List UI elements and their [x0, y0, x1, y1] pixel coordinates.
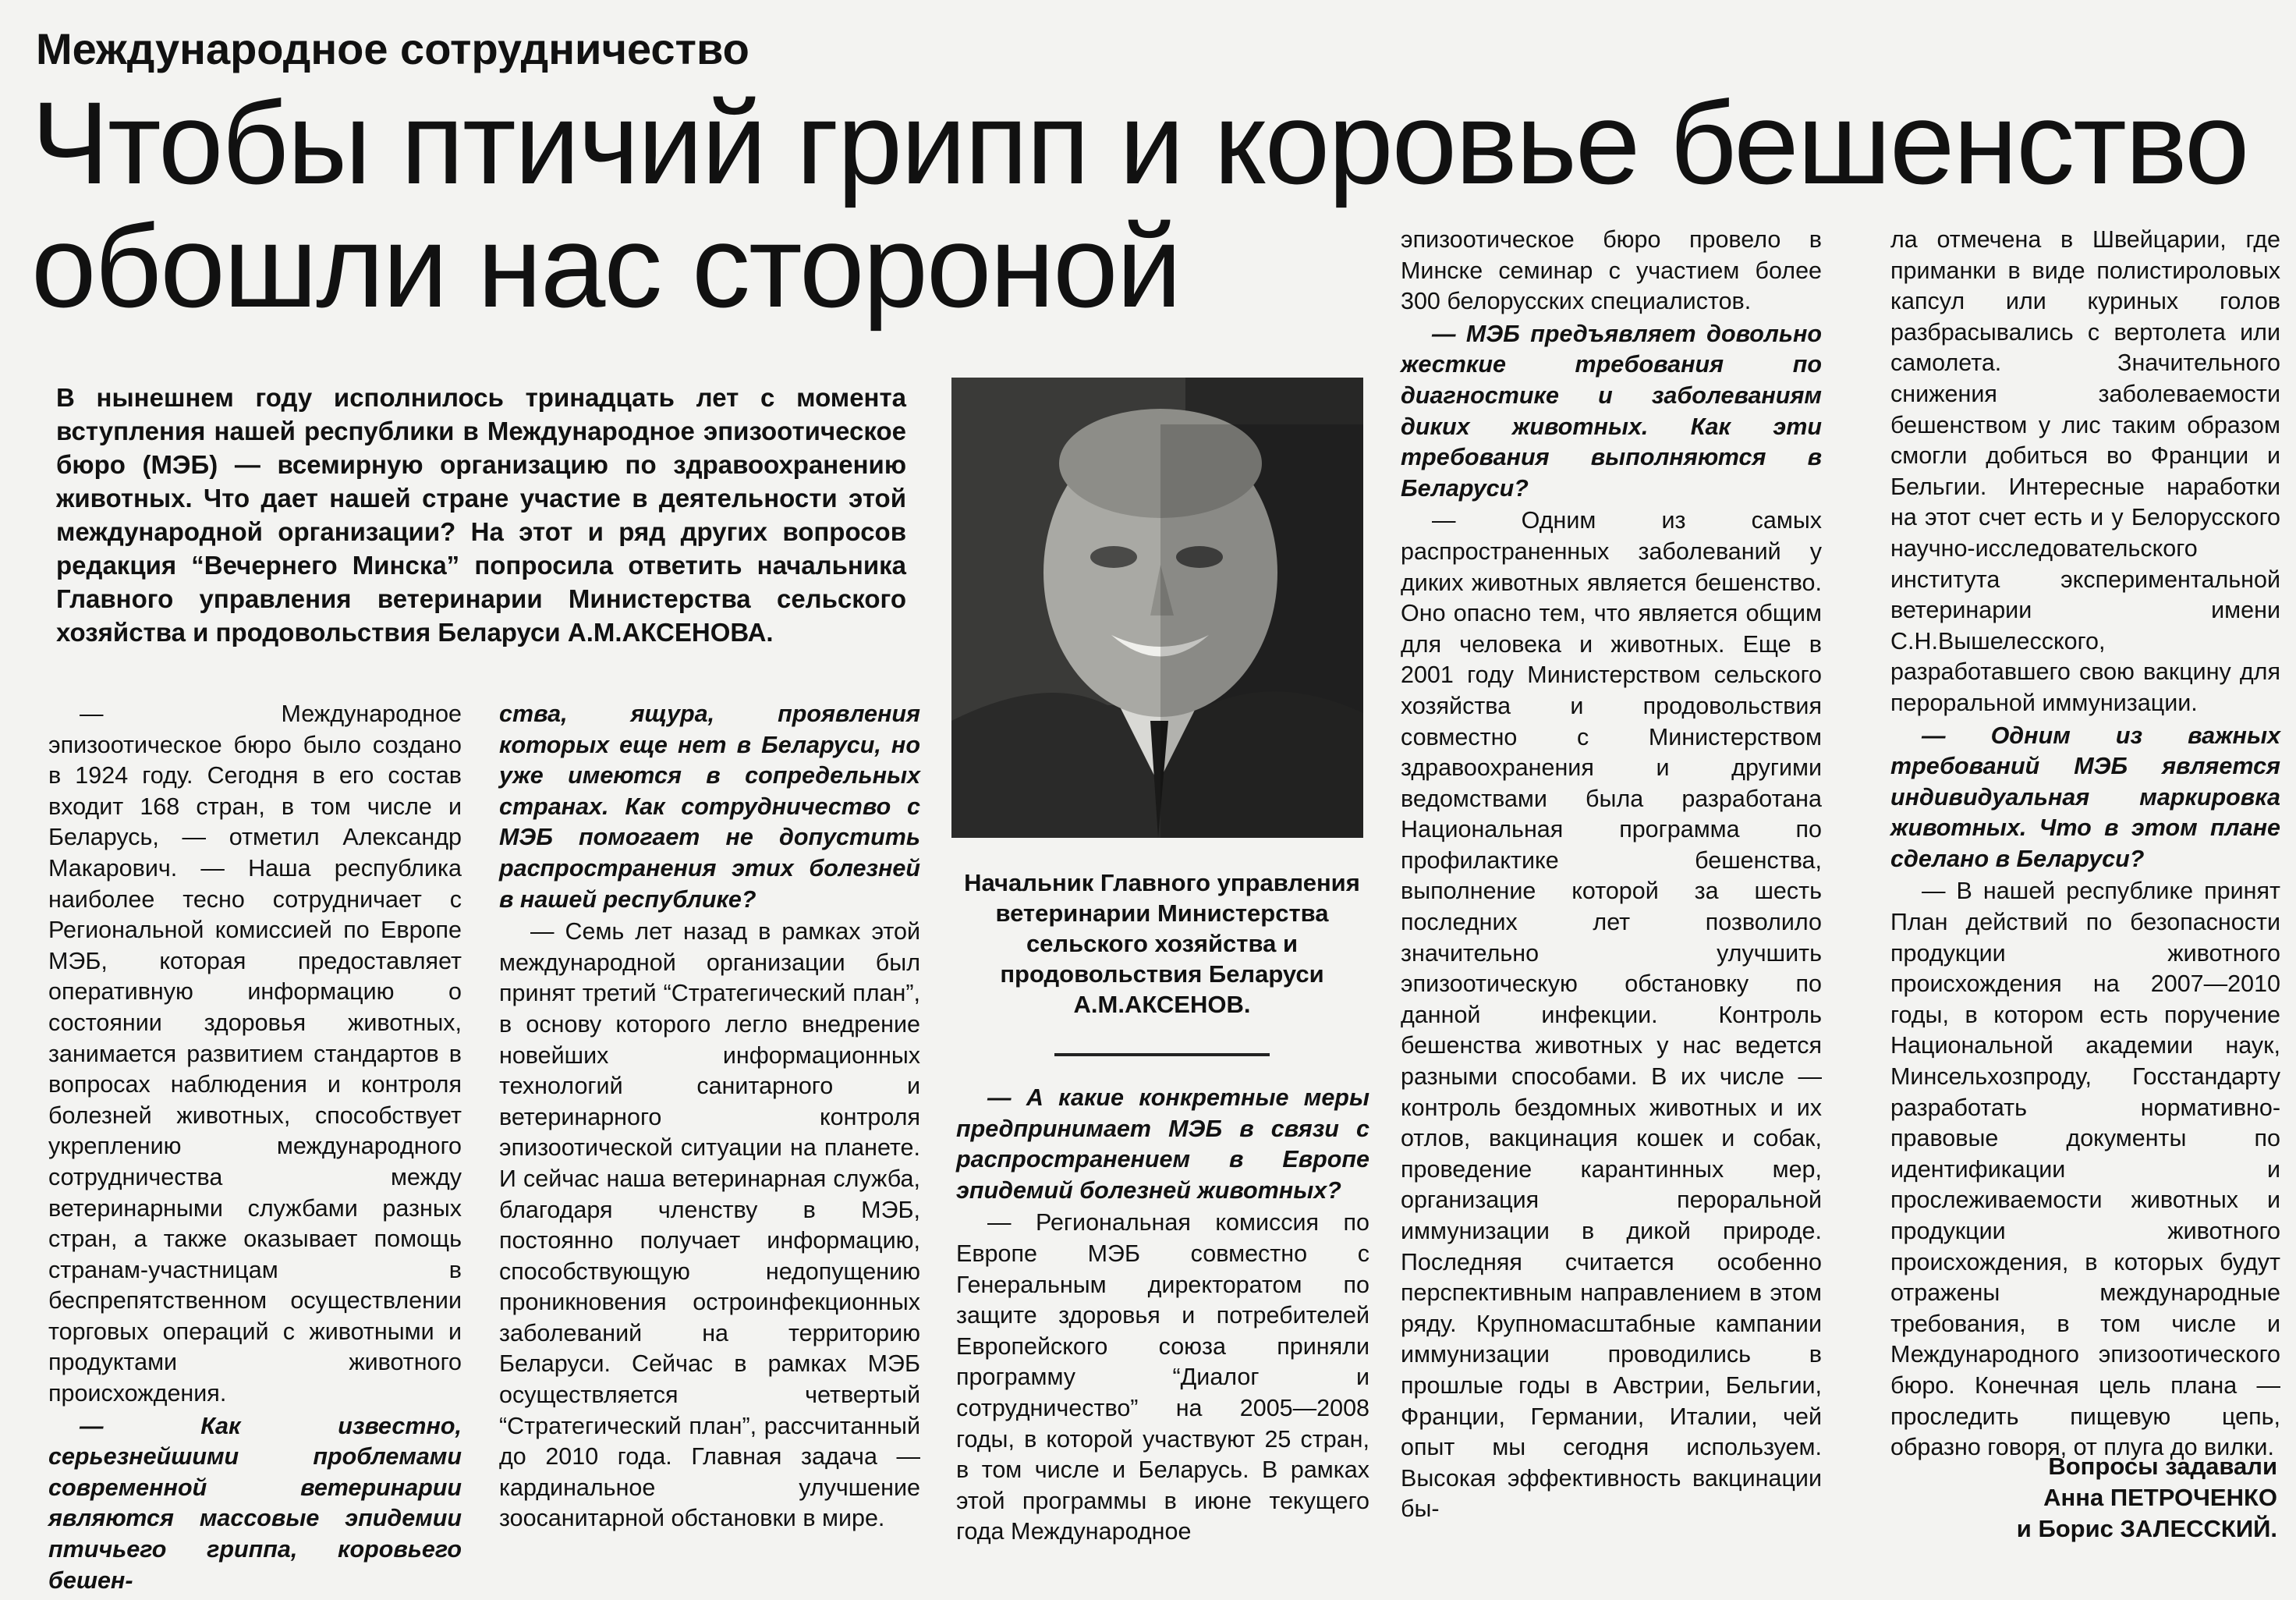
- question-paragraph: ства, ящура, проявления которых еще нет в Беларуси, но уже имеются в сопредельных странах. Как сотрудничество с МЭБ помогает не допустить распространения этих болезней в нашей республике?: [499, 701, 920, 913]
- portrait-illustration: [951, 378, 1363, 838]
- divider: [1054, 1053, 1270, 1056]
- paragraph: — Региональная комиссия по Европе МЭБ совместно с Генеральным директоратом по защите здоровья и потребителей Европейского союза приняли программу “Диалог и сотрудничество” на 2005—2008 годы, в которой участвуют 25 стран, в том числе и Беларусь. В рамках этой программы в июне текущего года Международное: [956, 1209, 1369, 1545]
- portrait-photo: [951, 378, 1363, 838]
- question-paragraph: — Одним из важных требований МЭБ является индивидуальная маркировка животных. Что в этом плане сделано в Беларуси?: [1890, 722, 2280, 872]
- question-paragraph: — А какие конкретные меры предпринимает МЭБ в связи с распространением в Европе эпидемий болезней животных?: [956, 1084, 1369, 1204]
- byline: [1981, 1451, 2277, 1545]
- text-column-5: [1890, 225, 2280, 1465]
- question-paragraph: — МЭБ предъявляет довольно жесткие требования по диагностике и заболеваниям диких животных. Как эти требования выполняются в Беларуси?: [1401, 320, 1822, 502]
- paragraph: эпизоотическое бюро провело в Минске семинар с участием более 300 белорусских специалистов.: [1401, 226, 1822, 315]
- text-column-3: [956, 1083, 1369, 1549]
- text-column-1: [48, 699, 462, 1598]
- text-column-4: [1401, 225, 1822, 1527]
- paragraph: — Международное эпизоотическое бюро было создано в 1924 году. Сегодня в его состав входит 168 стран, в том числе и Беларусь, — отметил Александр Макарович. — Наша республика наиболее тесно сотрудничает с Региональной комиссией по Европе МЭБ, которая предоставляет оперативную информацию о состоянии здоровья животных, занимается развитием стандартов в вопросах наблюдения и контроля болезней животных, способствует укреплению международного сотрудничества между ветеринарными службами разных стран, а также оказывает помощь странам-участницам в беспрепятственном осуществлении торговых операций с животными и продуктами животного происхождения.: [48, 701, 462, 1407]
- paragraph: — Одним из самых распространенных заболеваний у диких животных является бешенство. Оно опасно тем, что является общим для человека и животных. Еще в 2001 году Министерством сельского хозяйства и продовольствия совместно с Министерством здравоохранения и другими ведомствами была разработана Национальная программа по профилактике бешенства, выполнение которой за шесть последних лет позволило значительно улучшить эпизоотическую обстановку по данной инфекции. Контроль бешенства животных у нас ведется разными способами. В их числе — контроль бездомных животных и их отлов, вакцинация кошек и собак, проведение карантинных мер, организация пероральной иммунизации в дикой природе. Последняя считается особенно перспективным направлением в этом ряду. Крупномасштабные кампании иммунизации проводились в прошлые годы в Австрии, Бельгии, Франции, Германии, Италии, чей опыт мы сегодня используем. Высокая эффективность вакцинации бы-: [1401, 507, 1822, 1523]
- rubric: Международное сотрудничество: [36, 24, 749, 73]
- paragraph: — Семь лет назад в рамках этой международной организации был принят третий “Стратегический план”, в основу которого легло внедрение новейших информационных технологий санитарного и ветеринарного контроля эпизоотической ситуации на планете. И сейчас наша ветеринарная служба, благодаря членству в МЭБ, постоянно получает информацию, способствующую недопущению проникновения остроинфекционных заболеваний на территорию Беларуси. Сейчас в рамках МЭБ осуществляется четвертый “Стратегический план”, рассчитанный до 2010 года. Главная задача — кардинальное улучшение зоосанитарной обстановки в мире.: [499, 918, 920, 1532]
- lead-paragraph: В нынешнем году исполнилось тринадцать лет с момента вступления нашей республики в Международное эпизоотическое бюро (МЭБ) — всемирную организацию по здравоохранению животных. Что дает нашей стране участие в деятельности этой международной организации? На этот и ряд других вопросов редакция “Вечернего Минска” попросила ответить начальника Главного управления ветеринарии Министерства сельского хозяйства и продовольствия Беларуси А.М.АКСЕНОВА.: [56, 383, 906, 647]
- byline-line: Вопросы задавали: [2048, 1453, 2277, 1480]
- paragraph: ла отмечена в Швейцарии, где приманки в виде полистироловых капсул или куриных голов разбрасывались с вертолета или самолета. Значительного снижения заболеваемости бешенством у лис таким образом смогли добиться во Франции и Бельгии. Интересные наработки на этот счет есть и у Белорусского научно-исследовательского института экспериментальной ветеринарии имени С.Н.Вышелесского, разработавшего свою вакцину для пероральной иммунизации.: [1890, 226, 2280, 716]
- byline-author: и Борис ЗАЛЕССКИЙ.: [2016, 1515, 2277, 1542]
- paragraph: — В нашей республике принят План действий по безопасности продукции животного происхождения на 2007—2010 годы, в котором есть поручение Национальной академии наук, Минсельхозпроду, Госстандарту разработать нормативно-правовые документы по идентификации и прослеживаемости животных и продукции животного происхождения, в которых будут отражены международные требования, в том числе и Международного эпизоотического бюро. Конечная цель плана — проследить пищевую цепь, образно говоря, от плуга до вилки.: [1890, 878, 2280, 1461]
- question-paragraph: — Как известно, серьезнейшими проблемами современной ветеринарии являются массовые эпидемии птичьего гриппа, коровьего бешен-: [48, 1412, 462, 1594]
- photo-caption: Начальник Главного управления ветеринарии Министерства сельского хозяйства и продовольствия Беларуси А.М.АКСЕНОВ.: [964, 869, 1360, 1018]
- byline-author: Анна ПЕТРОЧЕНКО: [2043, 1484, 2277, 1511]
- text-column-2: [499, 699, 920, 1536]
- headline: Чтобы птичий грипп и коровье бешенство обошли нас стороной: [31, 77, 2248, 332]
